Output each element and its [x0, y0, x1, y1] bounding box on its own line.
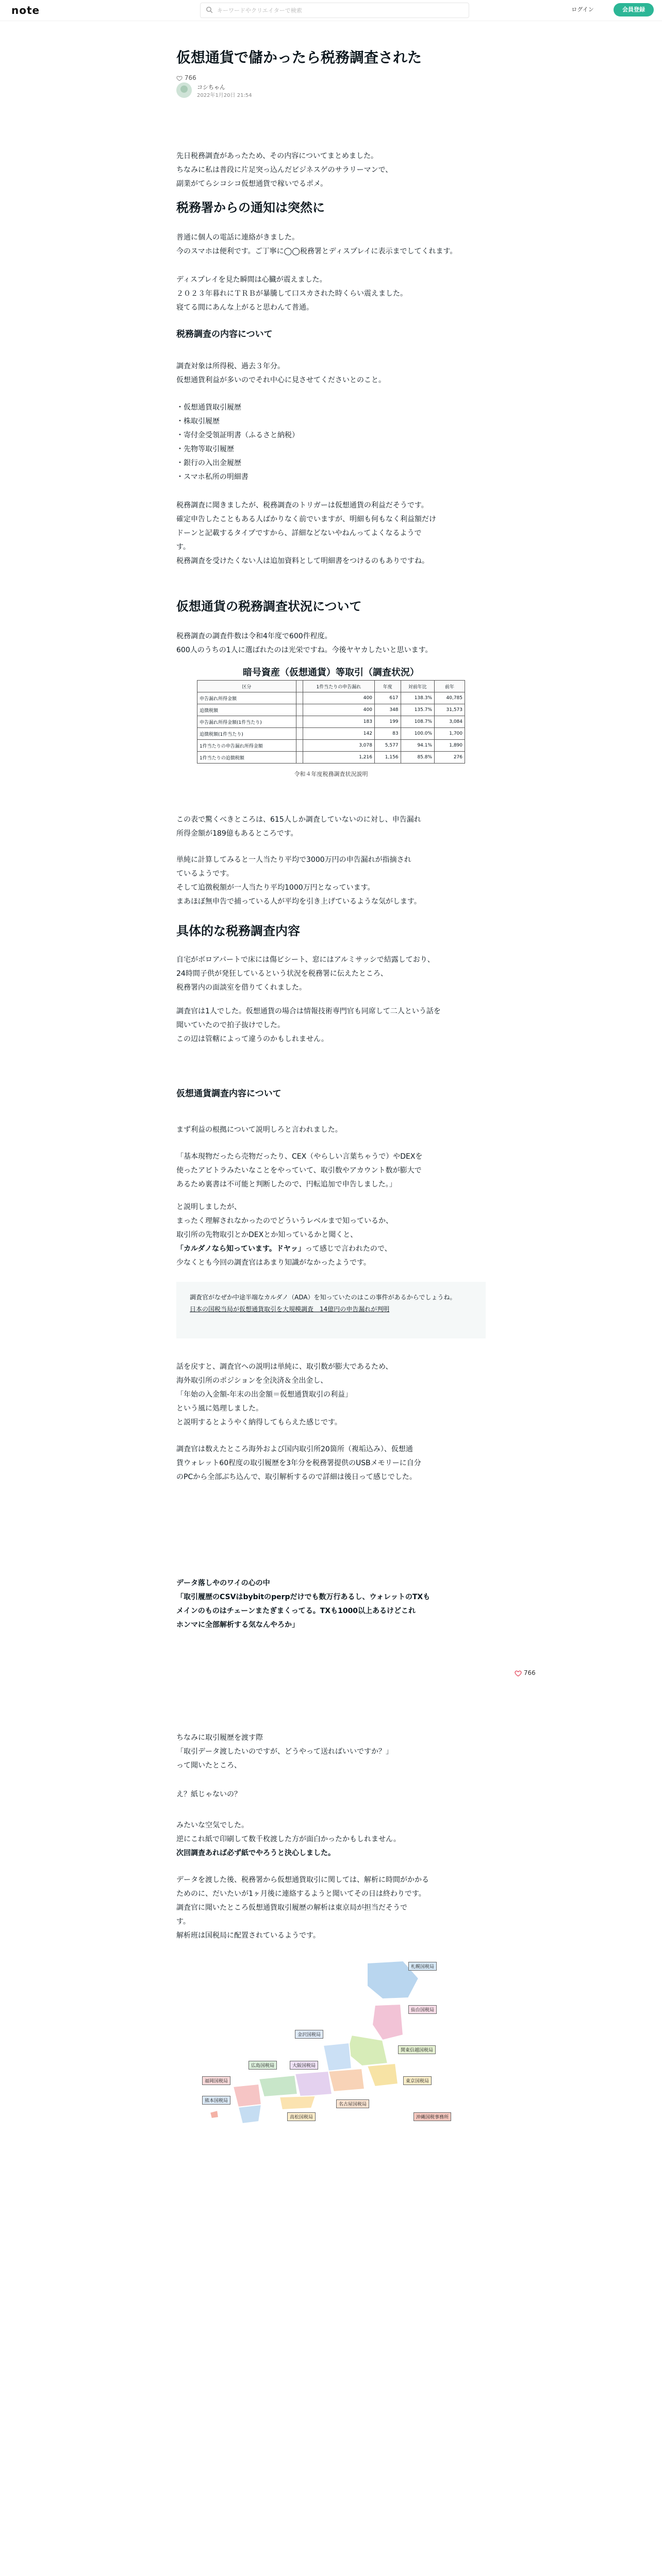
map-label: 名古屋国税局 — [336, 2099, 369, 2108]
paragraph — [176, 1443, 486, 1484]
text-line: という風に処理しました。 — [176, 1404, 263, 1413]
text-line — [176, 1242, 486, 1256]
text-line: と説明するとようやく納得してもらえた感じです。 — [176, 1418, 342, 1427]
text-line: 税務調査に聞きましたが、税務調査のトリガーは仮想通貨の利益だそうです。 — [176, 501, 428, 510]
table-row — [197, 692, 465, 704]
table-row — [197, 752, 465, 764]
table-header-cell: 1件当たりの申告漏れ — [303, 681, 374, 692]
paragraph — [176, 360, 486, 387]
text-line: のPCから全部ぶち込んで、取引解析するので詳細は後日って感じでした。 — [176, 1473, 417, 1481]
map-label: 金沢国税局 — [295, 2030, 323, 2039]
text-line: 調査官は数えたところ海外および国内取引所20箇所（複垢込み）、仮想通 — [176, 1445, 413, 1453]
table-cell: 1,216 — [303, 752, 374, 764]
article-title: 仮想通貨で儲かったら税務調査された — [176, 49, 422, 66]
text-line: データを渡した後、税務署から仮想通貨取引に関しては、解析に時間がかかる — [176, 1876, 429, 1884]
text-line: 調査官は1人でした。仮想通貨の場合は情報技術専門官も同席して二人という話を — [176, 1007, 441, 1015]
paragraph — [176, 499, 486, 568]
table-cell: 申告漏れ所得金額 — [197, 692, 296, 704]
table-header-cell: 対前年比 — [401, 681, 434, 692]
text-line: 普通に個人の電話に連絡がきました。 — [176, 233, 299, 242]
table-row — [197, 716, 465, 728]
text-line: まったく理解されなかったのでどういうレベルまで知っているか、 — [176, 1217, 393, 1225]
table-cell: 申告漏れ所得金額(1件当たり) — [197, 716, 296, 728]
search-icon — [206, 6, 213, 13]
heart-icon — [176, 75, 183, 81]
table-cell: 1,156 — [374, 752, 401, 764]
text-line: ためのに、だいたいが1ヶ月後に連絡するようと聞いてその日は終わりです。 — [176, 1890, 426, 1898]
map-label: 熊本国税局 — [202, 2096, 230, 2105]
list-item: ・スマホ私所の明細書 — [176, 473, 249, 481]
table-cell: 40,785 — [435, 692, 465, 704]
bold-text: 「カルダノなら知っています。ドヤッ」 — [176, 1245, 305, 1253]
table-cell: 1,890 — [435, 740, 465, 752]
section-heading: 仮想通貨の税務調査状況について — [176, 599, 362, 614]
signup-button[interactable]: 会員登録 — [614, 3, 654, 16]
list-item: ・銀行の入出金履歴 — [176, 459, 241, 467]
like-counter-top[interactable] — [176, 74, 196, 81]
table-header-cell — [296, 681, 303, 692]
text-line: って聞いたところ、 — [176, 1761, 241, 1770]
text-line: この表で驚くべきところは、615人しか調査していないのに対し、申告漏れ — [176, 816, 421, 824]
login-button[interactable]: ログイン — [571, 6, 594, 13]
paragraph — [176, 1788, 486, 1802]
inner-thought-block — [176, 1577, 486, 1632]
table-cell: 1件当たりの申告漏れ所得金額 — [197, 740, 296, 752]
paragraph — [176, 1873, 486, 1943]
table-cell: 追徴税額(1件当たり) — [197, 728, 296, 740]
table-cell: 100.0% — [401, 728, 434, 740]
text-line: す。 — [176, 1918, 190, 1926]
text-span: って感じで言われたので、 — [305, 1245, 392, 1253]
paragraph — [176, 813, 486, 841]
publish-date: 2022年1月20日 21:54 — [197, 93, 252, 98]
text-line: 取引所の先物取引とかDEXとか知っているかと聞くと、 — [176, 1231, 358, 1239]
table-cell: 276 — [435, 752, 465, 764]
paragraph — [176, 853, 486, 909]
document-list — [176, 401, 486, 484]
table-row — [197, 740, 465, 752]
table-cell: 135.7% — [401, 704, 434, 716]
text-line: あるため裏書は不可能と判断したので、円転追加で申告しました。」 — [176, 1180, 396, 1189]
like-button-floating[interactable] — [515, 1669, 536, 1677]
table-cell: 400 — [303, 692, 374, 704]
table-cell: 1件当たりの追徴税額 — [197, 752, 296, 764]
text-line: ちなみに私は普段に片足突っ込んだビジネスゲのサラリーマンで、 — [176, 166, 393, 174]
text-line: 副業がてらシコシコ仮想通貨で稼いでるポメ。 — [176, 180, 328, 188]
paragraph — [176, 1123, 486, 1137]
list-item: ・仮想通貨取引履歴 — [176, 403, 241, 412]
text-line: 先日税務調査があったため、その内容についてまとめました。 — [176, 152, 378, 160]
text-line: 聞いていたので拍子抜けでした。 — [176, 1021, 285, 1029]
text-line: そして追徴税額が一人当たり平均1000万円となっています。 — [176, 884, 375, 892]
map-label: 札幌国税局 — [408, 1962, 437, 1971]
map-label: 大阪国税局 — [290, 2061, 318, 2070]
table-cell: 142 — [303, 728, 374, 740]
table-cell: 348 — [374, 704, 401, 716]
list-item: ・株取引履歴 — [176, 417, 220, 426]
paragraph — [176, 630, 486, 657]
external-article-link[interactable]: 日本の国税当局が仮想通貨取引を大規模調査 14億円の申告漏れが判明 — [190, 1306, 390, 1313]
table-cell — [296, 740, 303, 752]
map-label: 広島国税局 — [249, 2061, 277, 2070]
table-cell: 617 — [374, 692, 401, 704]
like-count: 766 — [523, 1669, 536, 1676]
bold-text: ホンマに全部解析する気なんやろか」 — [176, 1621, 299, 1629]
table-cell: 追徴税額 — [197, 704, 296, 716]
text-line: 600人のうちの1人に選ばれたのは光栄ですね。今後ヤヤカしたいと思います。 — [176, 646, 433, 654]
note-logo[interactable]: note — [11, 4, 40, 16]
table-cell: 199 — [374, 716, 401, 728]
text-line: ２０２３年暮れにＴＲＢが暴騰して口スカされた時くらい震えました。 — [176, 290, 407, 298]
subsection-heading: 税務調査の内容について — [176, 329, 273, 340]
table-cell: 138.3% — [401, 692, 434, 704]
table-cell: 3,078 — [303, 740, 374, 752]
regional-tax-bureau-map — [197, 1958, 465, 2128]
text-line: まあほぼ無申告で捕っている人が平均を引き上げているような気がします。 — [176, 897, 421, 906]
text-line: 貨ウォレット60程度の取引履歴を3年分を税務署提供のUSBメモリーに自分 — [176, 1459, 421, 1467]
author-name[interactable]: コシちゃん — [197, 84, 225, 91]
paragraph — [176, 1200, 486, 1270]
text-line: と説明しましたが、 — [176, 1203, 241, 1211]
text-line: え？紙じゃないの？ — [176, 1790, 241, 1799]
text-line: 調査官に聞いたところ仮想通貨取引履歴の解析は東京局が担当だそうで — [176, 1904, 407, 1912]
text-line: 「年始の入金額-年末の出金額＝仮想通貨取引の利益」 — [176, 1391, 353, 1399]
figure-title: 暗号資産（仮想通貨）等取引（調査状況） — [243, 667, 419, 678]
text-line: 自宅がボロアパートで床には傷ビシート、窓にはアルミサッシで結露しており、 — [176, 956, 435, 964]
search-box[interactable] — [200, 3, 469, 18]
text-line: 話を戻すと、調査官への説明は単純に、取引数が膨大であるため、 — [176, 1363, 393, 1371]
list-item: ・寄付金受領証明書（ふるさと納税） — [176, 431, 299, 439]
table-cell: 3,084 — [435, 716, 465, 728]
tax-audit-statistics-figure — [197, 666, 465, 778]
statistics-table — [197, 680, 465, 764]
bold-text: 次回調査あれば必ず紙でやろうと決心しました。 — [176, 1849, 335, 1857]
top-navigation-bar — [0, 0, 662, 21]
text-line: 所得金額が189億もあるところです。 — [176, 829, 298, 838]
map-label: 沖縄国税事務所 — [413, 2112, 451, 2121]
text-line: 仮想通貨利益が多いのでそれ中心に見させてくださいとのこと。 — [176, 376, 386, 384]
text-line: 単純に計算してみると一人当たり平均で3000万円の申告漏れが指摘され — [176, 856, 411, 864]
text-line: ちなみに取引履歴を渡す際 — [176, 1734, 263, 1742]
table-cell — [296, 728, 303, 740]
table-cell: 31,573 — [435, 704, 465, 716]
text-line: ディスプレイを見た瞬間は心臓が震えました。 — [176, 276, 327, 284]
text-line: 海外取引所のポジションを全決済＆全出金し、 — [176, 1377, 328, 1385]
paragraph — [176, 1360, 486, 1430]
subsection-heading: 仮想通貨調査内容について — [176, 1089, 282, 1099]
table-header-cell: 年度 — [374, 681, 401, 692]
text-line: 解析班は国税局に配置されているようです。 — [176, 1931, 320, 1940]
table-header-cell: 区分 — [197, 681, 296, 692]
paragraph — [176, 1005, 486, 1046]
japan-map-graphic — [197, 1958, 465, 2128]
list-item: ・先物等取引履歴 — [176, 445, 234, 453]
text-line: 調査対象は所得税、過去３年分。 — [176, 362, 285, 370]
table-cell: 400 — [303, 704, 374, 716]
map-label: 関東信越国税局 — [398, 2045, 436, 2054]
text-line: 寝てる間にあんな上がると思わんて普通。 — [176, 303, 313, 312]
intro-paragraph — [176, 149, 486, 191]
text-line: 逆にこれ紙で印刷して数千枚渡した方が面白かったかもしれません。 — [176, 1835, 401, 1843]
paragraph — [176, 1150, 486, 1192]
text-line: まず利益の根拠について説明しろと言われました。 — [176, 1126, 342, 1134]
table-cell — [296, 716, 303, 728]
section-heading: 税務署からの通知は突然に — [176, 200, 325, 215]
map-label: 高松国税局 — [287, 2112, 316, 2121]
text-line: この辺は管轄によって違うのかもしれません。 — [176, 1035, 328, 1043]
table-cell: 108.7% — [401, 716, 434, 728]
text-line: 税務署内の面談室を借りてくれました。 — [176, 984, 306, 992]
bold-text: 「取引履歴のCSVはbybitのperpだけでも数万行あるし、ウォレットのTXも — [176, 1593, 431, 1601]
figure-caption: 令和４年度税務調査状況説明 — [294, 771, 368, 777]
table-row — [197, 728, 465, 740]
paragraph — [176, 1731, 486, 1773]
text-line: 税務調査の調査件数は令和4年度で600件程度。 — [176, 632, 332, 640]
table-cell — [296, 752, 303, 764]
text-line: みたいな空気でした。 — [176, 1821, 249, 1829]
table-cell — [296, 704, 303, 716]
map-label: 仙台国税局 — [408, 2005, 437, 2014]
table-cell: 1,700 — [435, 728, 465, 740]
text-line: す。 — [176, 543, 190, 551]
map-label: 東京国税局 — [403, 2076, 432, 2085]
avatar[interactable] — [176, 82, 192, 98]
text-line: 「基本現物だったら売物だったり、CEX（やらしい言葉ちゃうで）やDEXを — [176, 1153, 423, 1161]
text-line: 使ったアビトラみたいなことをやっていて、取引数やアカウント数が膨大で — [176, 1166, 422, 1175]
heart-icon — [515, 1670, 522, 1677]
text-line: 税務調査を受けたくない人は追加資料として明細書をつけるのもありですね。 — [176, 557, 429, 565]
text-line: 少なくとも今回の調査官はあまり知識がなかったようです。 — [176, 1259, 371, 1267]
search-placeholder: キーワードやクリエイターで検索 — [217, 7, 302, 14]
section-heading: 具体的な税務調査内容 — [176, 924, 300, 938]
text-line: 「取引データ渡したいのですが、どうやって送ればいいですか？」 — [176, 1748, 393, 1756]
table-cell: 5,577 — [374, 740, 401, 752]
paragraph — [176, 273, 486, 315]
map-label: 福岡国税局 — [202, 2076, 230, 2085]
paragraph — [176, 1819, 486, 1860]
table-cell: 85.8% — [401, 752, 434, 764]
table-cell: 183 — [303, 716, 374, 728]
text-line: ているようです。 — [176, 870, 234, 878]
table-cell: 83 — [374, 728, 401, 740]
table-cell: 94.1% — [401, 740, 434, 752]
quote-text: 調査官がなぜか中途半端なカルダノ（ADA）を知っていたのはこの事件があるからでしょうね。 — [190, 1294, 456, 1301]
table-header-row — [197, 681, 465, 692]
table-row — [197, 704, 465, 716]
paragraph — [176, 953, 486, 995]
paragraph — [176, 231, 486, 259]
table-header-cell: 前年 — [435, 681, 465, 692]
bold-text: メインのものはチェーンまたぎまくってる。TXも1000以上あるけどこれ — [176, 1607, 416, 1615]
like-count: 766 — [184, 74, 196, 81]
text-line: 24時間子供が発狂しているという状況を税務署に伝えたところ、 — [176, 970, 388, 978]
text-line: 確定申告したこともある人ばかりなく前でいますが、明細も何もなく利益額だけ — [176, 515, 436, 523]
text-line: 今のスマホは便利です。ご丁寧に◯◯税務署とディスプレイに表示までしてくれます。 — [176, 247, 457, 256]
table-cell — [296, 692, 303, 704]
subheading-text: データ落しやのワイの心の中 — [176, 1579, 270, 1587]
embedded-quote-box — [176, 1282, 486, 1338]
text-line: ドーンと記載するタイプですから、詳細などないやねんってよくなるようで — [176, 529, 422, 537]
